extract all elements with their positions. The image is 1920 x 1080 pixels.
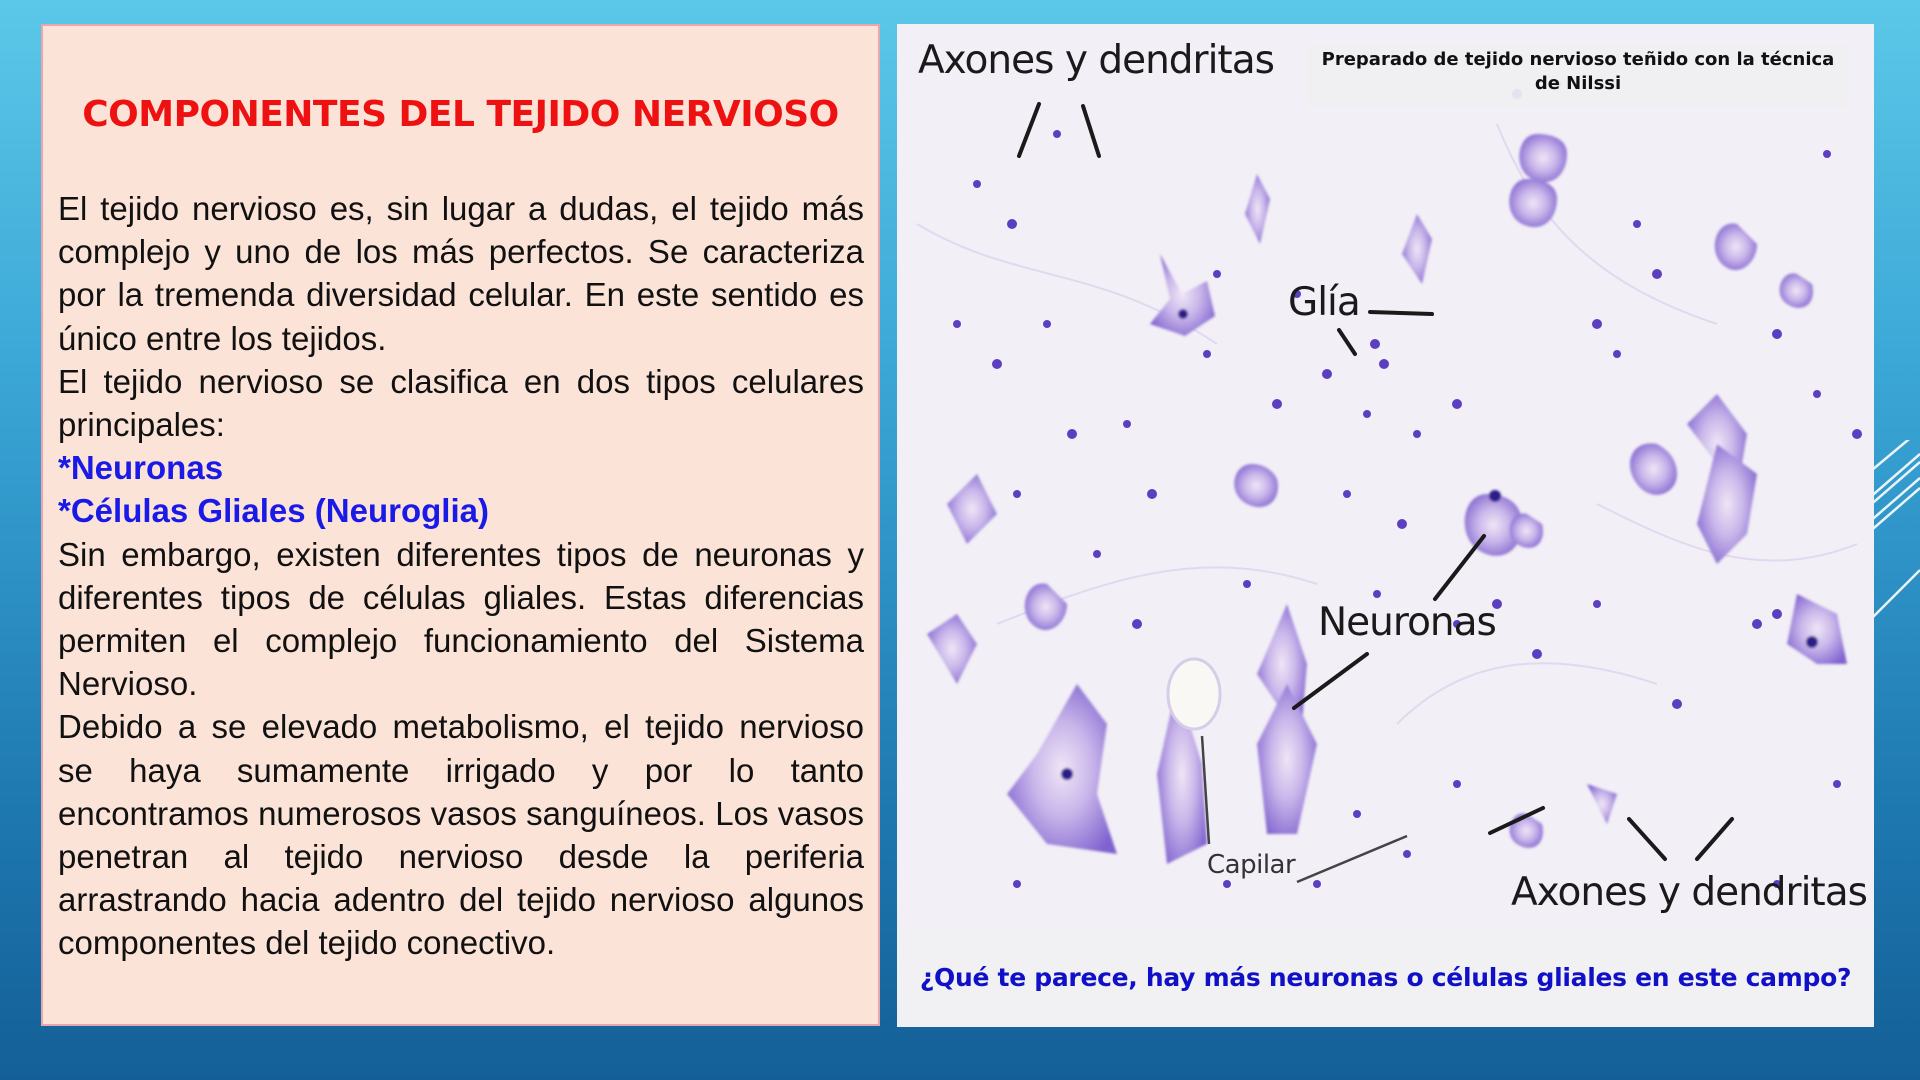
paragraph-intro: El tejido nervioso es, sin lugar a dudas, el tejido más complejo y uno de los más perfectos. Se caracteriza por la tremenda diversidad celular. En este sentido es único entre los tejidos. <box>58 190 864 357</box>
figure-caption: Preparado de tejido nervioso teñido con la técnica de Nilssi <box>1307 44 1849 108</box>
paragraph-diversity: Sin embargo, existen diferentes tipos de neuronas y diferentes tipos de células gliales. Estas diferencias permiten el complejo funcionamiento del Sistema Nervioso. <box>58 535 864 703</box>
micrograph-image <box>897 24 1874 927</box>
label-neuronas: Neuronas <box>1318 600 1496 645</box>
label-capilar: Capilar <box>1207 850 1296 880</box>
question-text: ¿Qué te parece, hay más neuronas o células gliales en este campo? <box>919 962 1852 992</box>
paragraph-classification: El tejido nervioso se clasifica en dos tipos celulares principales: <box>58 362 864 444</box>
label-glia: Glía <box>1288 280 1360 325</box>
nissl-stained-tissue-illustration <box>897 24 1874 927</box>
label-axones-dendritas-top: Axones y dendritas <box>918 38 1274 83</box>
text-panel <box>41 24 880 1026</box>
slide-title: COMPONENTES DEL TEJIDO NERVIOSO <box>82 94 839 135</box>
body-text <box>58 187 864 965</box>
image-panel <box>897 24 1874 1027</box>
label-axones-dendritas-bottom: Axones y dendritas <box>1511 870 1867 915</box>
list-item-neuronas: *Neuronas <box>58 449 224 487</box>
paragraph-irrigation: Debido a se elevado metabolismo, el tejido nervioso se haya sumamente irrigado y por lo tanto encontramos numerosos vasos sanguíneos. Los vasos penetran al tejido nervioso desde la periferia arrastrando hacia adentro del tejido nervioso algunos componentes del tejido conectivo. <box>58 708 864 962</box>
list-item-celulas-gliales: *Células Gliales (Neuroglia) <box>58 492 489 530</box>
